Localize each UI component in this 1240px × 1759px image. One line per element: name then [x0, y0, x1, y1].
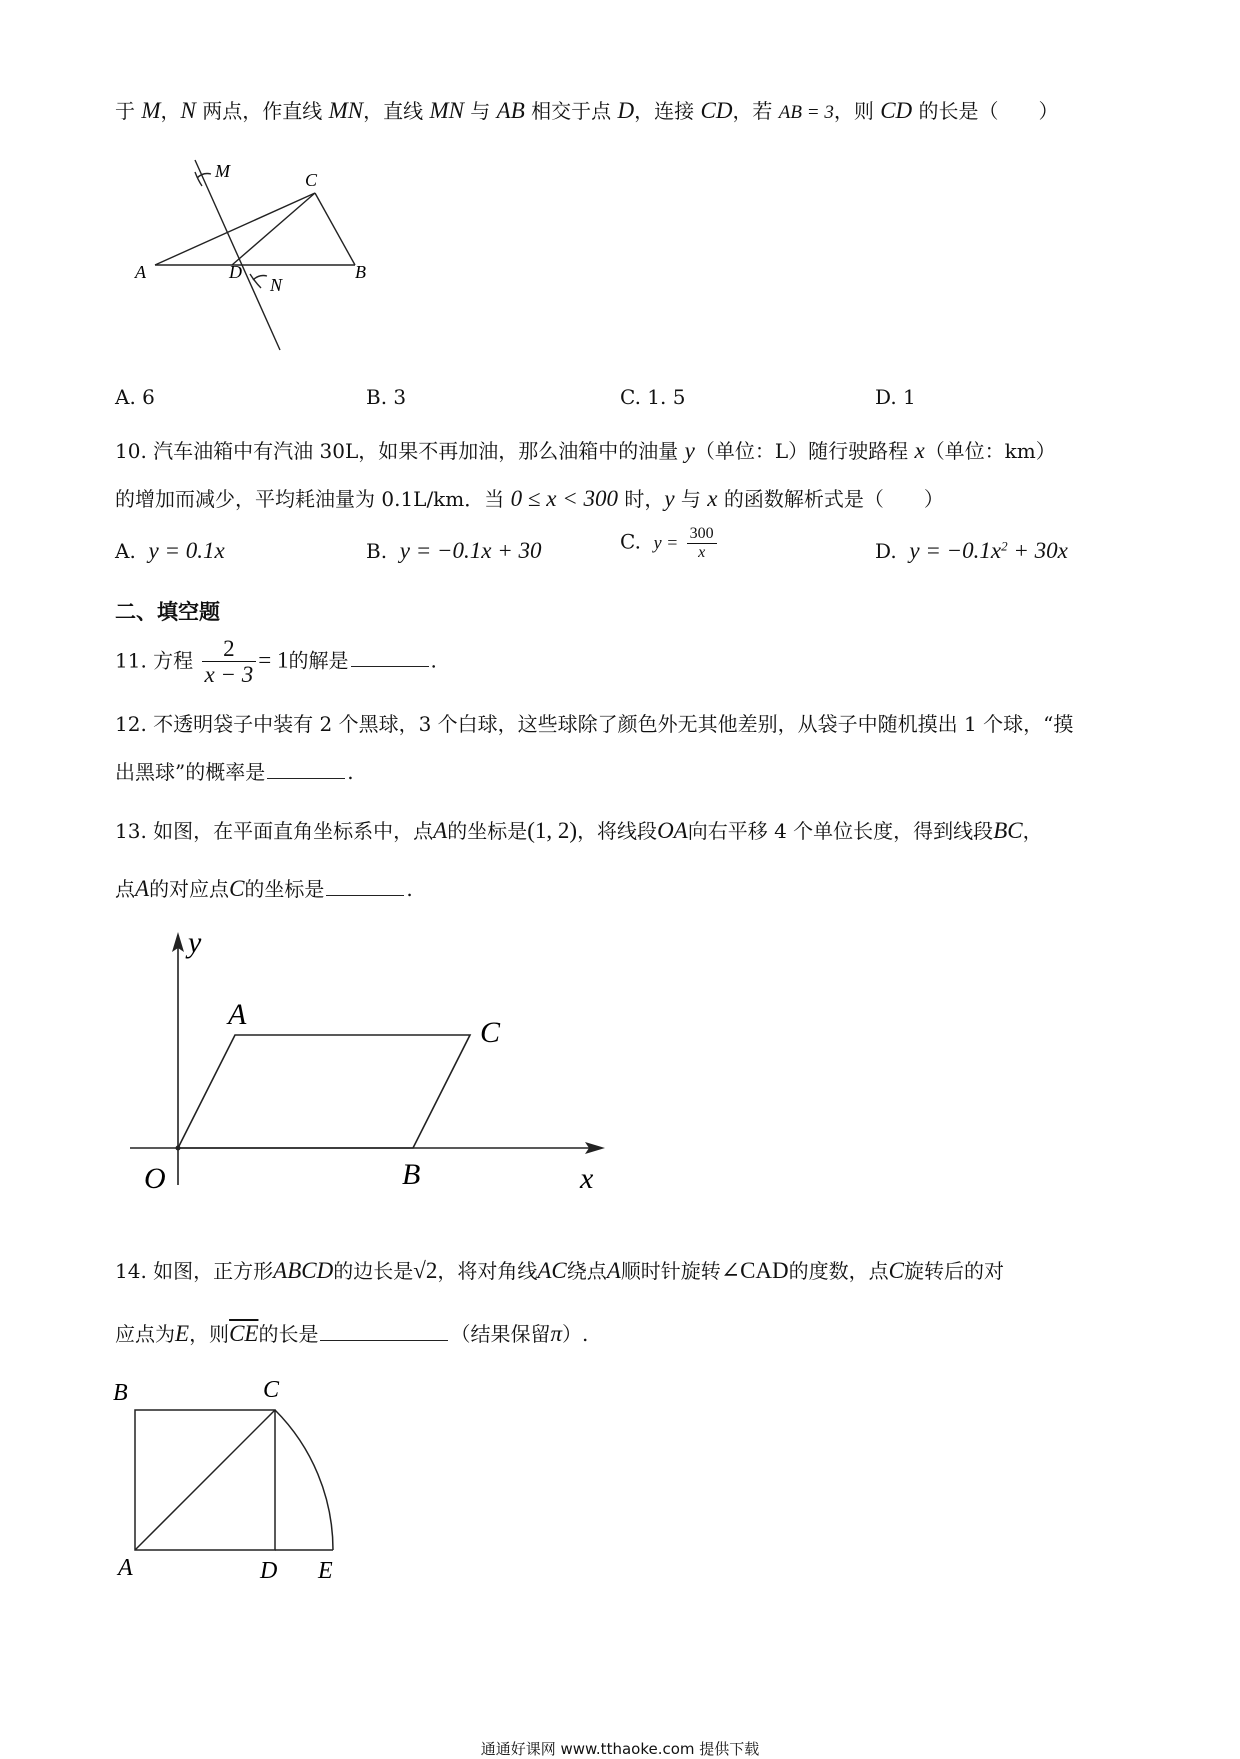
q10-option-a: A. y = 0.1x: [115, 538, 225, 563]
answer-blank: [351, 665, 429, 667]
label-y: y: [188, 926, 202, 959]
q9-figure: [125, 160, 365, 350]
label-c: C: [263, 1377, 280, 1403]
label-b: B: [402, 1158, 421, 1191]
q12-line-1: 12. 不透明袋子中装有 2 个黑球，3 个白球，这些球除了颜色外无其他差别，从袋子中随机摸出 1 个球，“摸: [115, 712, 1074, 736]
q9-stem: 于 M，N 两点，作直线 MN，直线 MN 与 AB 相交于点 D，连接 CD，若 AB = 3，则 CD 的长是（ ）: [115, 98, 1059, 123]
q14-line-1: 14. 如图，正方形ABCD的边长是√2，将对角线AC绕点A顺时针旋转∠CAD的度数，点C旋转后的对: [115, 1258, 1004, 1283]
q10-line-1: 10. 汽车油箱中有汽油 30L，如果不再加油，那么油箱中的油量 y（单位：L）随行驶路程 x（单位：km）: [115, 438, 1056, 463]
label-c: C: [305, 170, 318, 190]
answer-blank: [267, 777, 345, 779]
segment-cd: [232, 193, 315, 265]
q10-option-c: C. y = $\frac{300}{x}$: [620, 525, 719, 561]
line-mn: [195, 160, 280, 350]
q9-option-d: D. 1: [875, 385, 916, 409]
q10-option-d: D. $y = -0.1x^2 + 30x$: [875, 538, 1068, 563]
diagonal-ac: [135, 1410, 275, 1550]
q14-line-2: 应点为E，则$\overline{CE}$的长是 （结果保留π）.: [115, 1321, 589, 1346]
label-o: O: [144, 1162, 166, 1195]
q13-line-1: 13. 如图，在平面直角坐标系中，点A的坐标是(1, 2)，将线段OA向右平移 4 个单位长度，得到线段BC，: [115, 818, 1043, 843]
label-e: E: [318, 1558, 333, 1584]
q9-option-a: A. 6: [115, 385, 155, 409]
q9-option-c: C. 1. 5: [620, 385, 686, 409]
label-n: N: [270, 275, 283, 295]
label-x: x: [580, 1162, 594, 1195]
q11: 11. 方程 $\frac{2}{x - 3}$ = 1的解是 .: [115, 636, 437, 688]
label-d: D: [260, 1558, 278, 1584]
q13-figure: [130, 926, 610, 1195]
label-d: D: [229, 262, 242, 282]
answer-blank: [320, 1339, 448, 1341]
answer-blank: [326, 894, 404, 896]
arc-mark-m: [197, 174, 211, 179]
arc-ce: [275, 1410, 333, 1550]
arc-mark-n: [253, 276, 267, 281]
segment-ac: [155, 193, 315, 265]
parallelogram-oacb: [178, 1035, 470, 1148]
label-c: C: [480, 1016, 501, 1049]
label-a: A: [118, 1555, 133, 1581]
label-a: A: [228, 998, 247, 1031]
q9-option-b: B. 3: [366, 385, 407, 409]
q14-figure: [110, 1377, 350, 1584]
section-title: 二、填空题: [115, 599, 220, 624]
q13-line-2: 点A的对应点C的坐标是 .: [115, 876, 413, 901]
page-footer: 通通好课网 www.tthaoke.com 提供下载: [480, 1740, 760, 1758]
segment-cb: [315, 193, 355, 265]
label-m: M: [215, 161, 230, 181]
label-a: A: [135, 262, 146, 282]
label-b: B: [113, 1380, 128, 1406]
label-b: B: [355, 262, 366, 282]
q10-option-b: B. y = −0.1x + 30: [366, 538, 542, 563]
q12-line-2: 出黑球”的概率是 .: [115, 760, 354, 784]
q10-line-2: 的增加而减少，平均耗油量为 0.1L/km．当 0 ≤ x < 300 时，y 与 x 的函数解析式是（ ）: [115, 486, 944, 511]
